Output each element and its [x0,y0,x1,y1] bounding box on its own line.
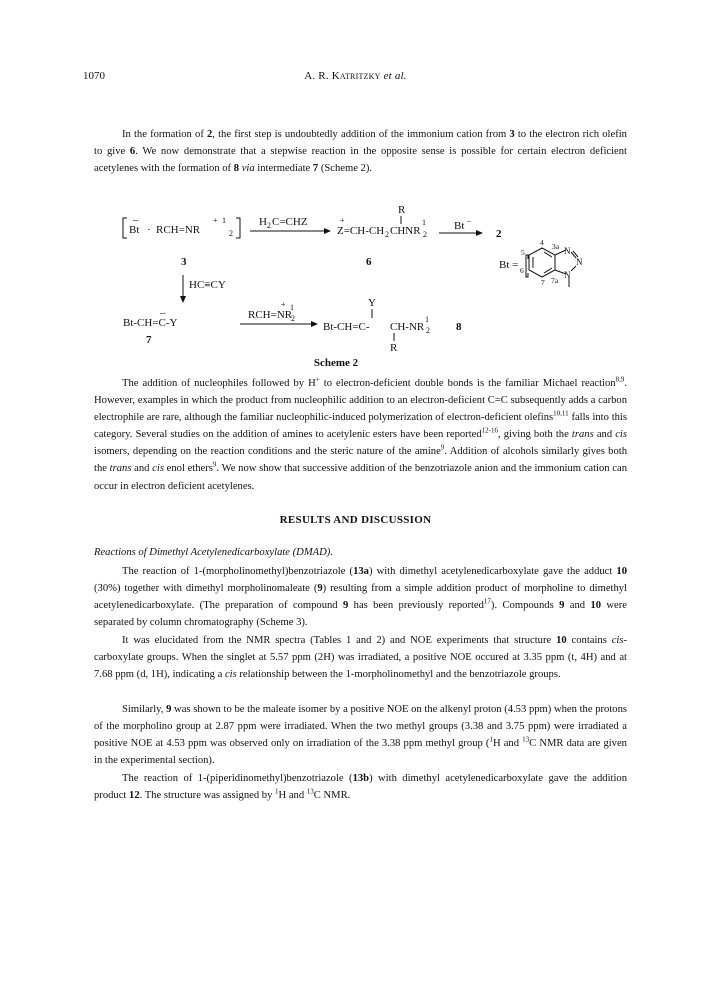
svg-text:6: 6 [520,266,524,275]
svg-text:R: R [398,204,406,216]
svg-text:C=CHZ: C=CHZ [272,216,308,228]
product-6 [337,204,427,239]
paragraph-dmad-reaction: The reaction of 1-(morpholinomethyl)benzotriazole (13a) with dimethyl acetylenedicarboxylate gave the adduct 10 (30%) together with dimethyl morpholinomaleate (9) resulting from a simple addition product of morpholine to dimethyl acetylenedicarboxylate. (The preparation of compound 9 has been previously reported$^{17}$). Compounds 9 and 10 were separated by column chromatography (Scheme 3). [94,566,627,629]
compound-3-label: 3 [181,256,187,268]
svg-text:2: 2 [267,221,271,230]
immonium-cation: RCH=NR [156,224,201,236]
svg-text:CH-NR: CH-NR [390,321,425,333]
svg-text:2: 2 [426,326,430,335]
svg-text:Y: Y [368,297,376,309]
svg-text:2: 2 [385,230,389,239]
svg-text:2: 2 [291,314,295,323]
svg-text:1: 1 [222,216,226,225]
reaction-arrow-down [180,275,226,303]
paragraph-michael: The addition of nucleophiles followed by H+ to electron-deficient double bonds is the familiar Michael reaction$^{8,9}$. However, examples in which the product from nucleophilic addition to an electron-deficient C=C subsequently adds a carbon electrophile are rare, although the familiar nucleophilic-induced polymerization of electron-deficient olefins$^{10,11}$ falls into this category. Several studies on the addition of amines to acetylenic esters have been reported$^{12-16}$, giving both the trans and cis isomers, depending on the reaction conditions and the steric nature of the amine$^9$. Addition of alcohols similarly gives both the trans and cis enol ethers$^9$. We now show that successive addition of the benzotriazole anion and the immonium cation can occur in electron deficient acetylenes. [94,375,628,492]
n1: N [564,246,571,256]
svg-text:1: 1 [425,315,429,324]
svg-text:2: 2 [423,230,427,239]
paragraph-maleate-isomer: Similarly, 9 was shown to be the maleate isomer by a positive NOE on the alkenyl proton (4.53 ppm) when the protons of the morpholino group at 2.87 ppm were irradiated. When the two methyl groups (3.38 and 3.75 ppm) were irradiated a positive NOE at 4.53 ppm was observed only on irradiation of the 3.38 ppm methyl group ($^1$H and $^{13}$C NMR data are given in the experimental section). [94,704,627,767]
svg-text:R: R [390,342,398,354]
svg-text:5: 5 [521,248,525,257]
running-head-et-al: et al. [383,70,407,82]
compound-7-label: 7 [146,334,152,346]
compound-6-label: 6 [366,256,372,268]
svg-text:4: 4 [540,238,544,247]
n2: N [576,257,583,267]
page-number: 1070 [83,70,105,82]
intermediate-7 [123,307,178,346]
product-8 [323,297,462,354]
reagent-alkyne: HC≡CY [189,279,226,291]
svg-text:–: – [160,307,166,319]
reaction-arrow-2 [439,216,502,240]
paragraph-nmr-structure: It was elucidated from the NMR spectra (Tables 1 and 2) and NOE experiments that structure 10 contains cis-carboxylate groups. When the singlet at 5.57 ppm (2H) was irradiated, a positive NOE occured at 3.35 ppm (t, 4H) and at 7.68 ppm (d, 1H), indicating a cis relationship between the 1-morpholinomethyl and the benzotriazole groups. [94,635,628,681]
compound-8-label: 8 [456,321,462,333]
subsection-heading: Reactions of Dimethyl Acetylenedicarboxylate (DMAD). [94,547,333,558]
svg-text:+: + [213,216,218,225]
intro-paragraph: In the formation of 2, the first step is undoubtedly addition of the immonium cation from 3 to the electron rich olefin to give 6. We now demonstrate that a stepwise reaction in the opposite sense is possible for certain electron deficient acetylenes with the formation of 8 via intermediate 7 (Scheme 2). [94,129,627,175]
svg-text:Z=CH-CH: Z=CH-CH [337,225,385,237]
bt-anion: Bt [129,224,140,236]
svg-text:Bt-CH=C-: Bt-CH=C- [323,321,370,333]
scheme-caption: Scheme 2 [313,357,359,369]
svg-text:Bt: Bt [454,220,465,232]
reagent-alkene: H [259,216,267,228]
n3: N [564,270,571,280]
benzotriazole-structure [499,238,583,287]
product-2-label: 2 [496,228,502,240]
immonium-salt-3 [123,214,240,238]
paragraph-piperidino: The reaction of 1-(piperidinomethyl)benzotriazole (13b) with dimethyl acetylenedicarboxylate gave the addition product 12. The structure was assigned by $^1$H and $^{13}$C NMR. [94,773,627,802]
svg-text:RCH=NR: RCH=NR [248,309,293,321]
svg-text:–: – [133,214,139,226]
svg-text:2: 2 [229,229,233,238]
svg-text:–: – [467,216,471,225]
svg-text:3a: 3a [552,242,560,251]
svg-text:7: 7 [541,278,545,287]
svg-text:·: · [147,224,151,236]
section-heading: RESULTS AND DISCUSSION [279,514,432,526]
svg-text:7a: 7a [551,276,559,285]
svg-text:1: 1 [422,218,426,227]
reaction-arrow-1 [250,216,331,234]
svg-text:1: 1 [290,303,294,312]
reaction-arrow-3 [240,300,318,327]
svg-text:CHNR: CHNR [390,225,421,237]
svg-text:+: + [281,300,286,309]
svg-text:+: + [340,216,345,225]
svg-text:Bt-CH=C-Y: Bt-CH=C-Y [123,317,178,329]
bt-equals-label: Bt = [499,259,519,271]
running-head-author: A. R. Katritzky [304,70,381,82]
